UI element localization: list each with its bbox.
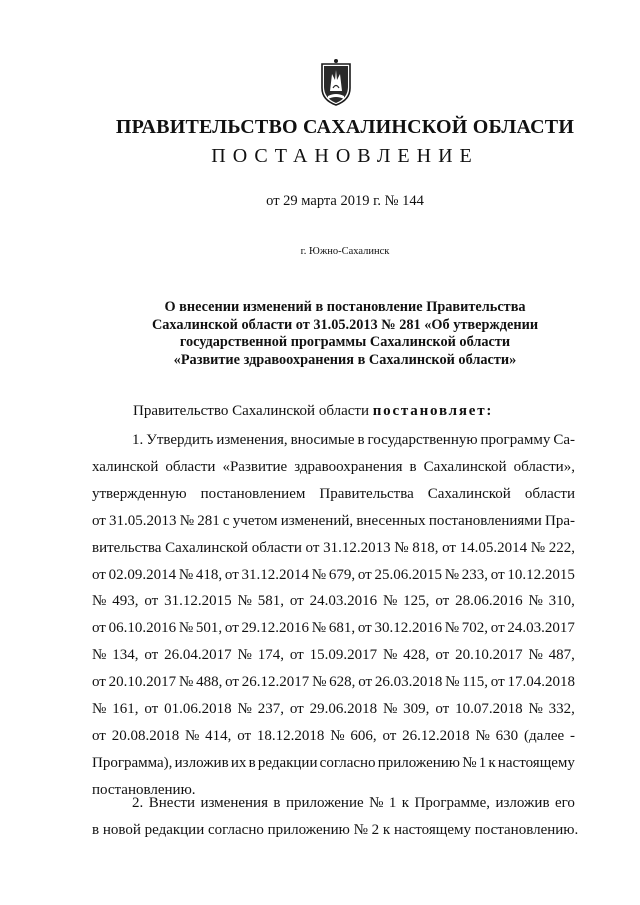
paragraph-line: [92, 696, 575, 723]
word: Сахалинской: [427, 485, 511, 502]
document-date-number: от 29 марта 2019 г. № 144: [266, 193, 424, 209]
word: 29.06.2018: [309, 701, 378, 718]
word: Правительства: [319, 485, 414, 502]
word: изменения,: [216, 432, 288, 448]
word: в: [409, 458, 417, 475]
word: 31.12.2014: [241, 566, 310, 583]
word: №: [92, 593, 107, 610]
word: в: [273, 795, 281, 811]
word: 01.06.2018: [164, 701, 232, 718]
word: области: [524, 485, 575, 502]
word: их: [230, 754, 247, 771]
word: халинской: [92, 458, 159, 475]
paragraph-line: [92, 642, 575, 669]
paragraph-line: [92, 562, 575, 589]
word: 24.03.2017: [507, 620, 575, 637]
word: 26.12.2018: [402, 727, 470, 744]
word: 310,: [548, 593, 575, 610]
word: от: [92, 620, 106, 637]
word: Пра-: [544, 512, 575, 529]
government-title: ПРАВИТЕЛЬСТВО САХАЛИНСКОЙ ОБЛАСТИ: [115, 116, 575, 138]
word: внесенных: [356, 512, 426, 529]
coat-of-arms-icon: [320, 58, 352, 106]
word: от: [305, 539, 320, 556]
word: 2.: [132, 795, 144, 811]
word: утвержденную: [92, 485, 187, 502]
word: 24.03.2016: [309, 593, 378, 610]
word: его: [554, 795, 575, 811]
word: №: [92, 701, 107, 718]
paragraph-line: [92, 481, 575, 508]
word: от: [490, 674, 505, 691]
word: 309,: [403, 701, 430, 718]
word: 418,: [195, 566, 223, 583]
word: 630: [495, 727, 519, 744]
word: от: [92, 512, 106, 529]
subject-line: государственной программы Сахалинской области: [179, 334, 511, 350]
document-type: ПОСТАНОВЛЕНИЕ: [211, 145, 479, 167]
word: 31.05.2013: [109, 512, 177, 529]
word: редакции: [257, 754, 318, 771]
word: 628,: [329, 674, 356, 691]
word: №: [528, 647, 543, 664]
word: от: [289, 701, 304, 718]
word: 493,: [112, 593, 139, 610]
word: 10.12.2015: [507, 566, 575, 583]
paragraph-line: [92, 535, 575, 562]
word: №: [394, 539, 409, 556]
word: 487,: [548, 647, 575, 664]
word: Внести: [148, 795, 195, 811]
word: №: [382, 593, 398, 610]
word: 20.10.2017: [108, 674, 177, 691]
word: 26.03.2018: [374, 674, 443, 691]
word: 28.06.2016: [455, 593, 523, 610]
word: области: [251, 539, 302, 556]
word: от: [435, 593, 450, 610]
word: (далее: [523, 727, 565, 744]
word: от: [144, 593, 159, 610]
paragraph-line: [92, 790, 575, 817]
document-city: г. Южно-Сахалинск: [300, 246, 390, 257]
word: №: [382, 647, 398, 664]
word: от: [92, 727, 106, 744]
word: №: [237, 593, 252, 610]
word: 02.09.2014: [108, 566, 177, 583]
preamble-text: Правительство Сахалинской области: [133, 403, 373, 419]
word: №: [369, 795, 384, 811]
word: 428,: [403, 647, 430, 664]
word: Программа),: [92, 754, 173, 771]
preamble-emphasis: постановляет:: [372, 403, 494, 419]
preamble: [133, 403, 493, 420]
paragraph-line: [92, 454, 575, 481]
word: 233,: [461, 566, 489, 583]
word: Сахалинской: [165, 539, 249, 556]
word: от: [358, 674, 373, 691]
word: 161,: [112, 701, 139, 718]
word: программу: [480, 432, 551, 448]
paragraph-1: [92, 427, 575, 804]
word: приложению: [377, 754, 461, 771]
word: постановлениями: [428, 512, 542, 529]
word: от: [225, 674, 239, 691]
paragraph-line: [92, 508, 575, 535]
word: от: [357, 566, 372, 583]
word: государственную: [367, 432, 478, 448]
word: 222,: [548, 539, 575, 556]
word: 1: [388, 795, 397, 811]
word: 25.06.2015: [374, 566, 442, 583]
word: №: [475, 727, 490, 744]
word: согласно: [319, 754, 376, 771]
word: №: [92, 647, 107, 664]
word: от: [442, 539, 456, 556]
word: Сахалинской: [423, 458, 507, 475]
word: №: [311, 566, 327, 583]
word: -: [570, 727, 575, 744]
document-subject: [120, 299, 570, 369]
word: 679,: [328, 566, 356, 583]
word: «Развитие: [222, 458, 288, 475]
word: №: [445, 674, 460, 691]
word: №: [178, 674, 194, 691]
word: постановлением: [200, 485, 306, 502]
paragraph-line: [92, 669, 575, 696]
word: от: [490, 566, 505, 583]
word: №: [444, 620, 460, 637]
word: от: [237, 727, 252, 744]
word: 134,: [112, 647, 139, 664]
word: 606,: [350, 727, 377, 744]
word: №: [178, 620, 194, 637]
word: №: [178, 566, 194, 583]
word: 26.04.2017: [164, 647, 232, 664]
word: 18.12.2018: [256, 727, 325, 744]
word: 14.05.2014: [459, 539, 528, 556]
word: 20.10.2017: [455, 647, 523, 664]
word: 702,: [461, 620, 489, 637]
word: №: [179, 512, 195, 529]
word: от: [92, 674, 106, 691]
word: изменений,: [280, 512, 354, 529]
paragraph-line: в новой редакции согласно приложению № 2 к настоящему постановлению.: [92, 821, 579, 838]
subject-line: Сахалинской области от 31.05.2013 № 281 «Об утверждении: [151, 316, 539, 333]
word: от: [224, 620, 239, 637]
word: №: [237, 701, 252, 718]
word: от: [289, 593, 304, 610]
subject-line: О внесении изменений в постановление Правительства: [164, 299, 526, 315]
word: настоящему: [497, 754, 575, 771]
word: 414,: [205, 727, 232, 744]
word: от: [224, 566, 239, 583]
word: 681,: [328, 620, 356, 637]
word: 501,: [195, 620, 223, 637]
paragraph-line: постановлению.: [92, 781, 196, 798]
word: 125,: [403, 593, 430, 610]
word: вительства: [92, 539, 162, 556]
word: 115,: [462, 674, 488, 691]
word: 06.10.2016: [108, 620, 177, 637]
word: 1.: [132, 432, 144, 448]
word: 20.08.2018: [111, 727, 180, 744]
word: 31.12.2015: [164, 593, 232, 610]
paragraph-line: [92, 427, 575, 454]
word: от: [435, 701, 450, 718]
paragraph-line: [92, 615, 575, 642]
word: 17.04.2018: [507, 674, 575, 691]
word: №: [444, 566, 460, 583]
word: №: [330, 727, 345, 744]
word: учетом: [232, 512, 278, 529]
word: №: [237, 647, 252, 664]
word: №: [530, 539, 546, 556]
word: №: [185, 727, 200, 744]
word: Утвердить: [146, 432, 214, 448]
word: 281: [197, 512, 220, 529]
paragraph-line: [92, 723, 575, 750]
paragraph-line: [92, 750, 575, 777]
word: от: [435, 647, 450, 664]
word: 1: [478, 754, 487, 771]
word: области»,: [513, 458, 575, 475]
word: 26.12.2017: [241, 674, 310, 691]
word: №: [528, 701, 543, 718]
word: 29.12.2016: [241, 620, 310, 637]
word: 31.12.2013: [323, 539, 391, 556]
word: изложив: [174, 754, 229, 771]
word: №: [311, 620, 327, 637]
word: 332,: [548, 701, 575, 718]
word: №: [312, 674, 327, 691]
word: 581,: [257, 593, 284, 610]
word: к: [401, 795, 410, 811]
paragraph-2: [92, 790, 579, 844]
word: области: [165, 458, 216, 475]
word: от: [357, 620, 372, 637]
word: вносимые: [290, 432, 355, 448]
word: 818,: [412, 539, 439, 556]
word: от: [144, 647, 159, 664]
word: 237,: [257, 701, 284, 718]
word: в: [248, 754, 256, 771]
word: Программе,: [414, 795, 491, 811]
word: 488,: [196, 674, 223, 691]
word: №: [528, 593, 543, 610]
word: 10.07.2018: [455, 701, 523, 718]
word: 174,: [257, 647, 284, 664]
word: Са-: [553, 432, 575, 448]
word: от: [144, 701, 159, 718]
word: здравоохранения: [294, 458, 403, 475]
word: с: [222, 512, 230, 529]
word: к: [488, 754, 496, 771]
word: от: [490, 620, 505, 637]
word: от: [382, 727, 397, 744]
word: 15.09.2017: [309, 647, 378, 664]
subject-line: «Развитие здравоохранения в Сахалинской области»: [173, 351, 517, 368]
word: от: [289, 647, 304, 664]
word: изменения: [200, 795, 268, 811]
word: от: [92, 566, 106, 583]
word: в: [357, 432, 365, 448]
word: 30.12.2016: [374, 620, 442, 637]
paragraph-line: [92, 588, 575, 615]
word: №: [382, 701, 398, 718]
word: №: [462, 754, 477, 771]
word: приложение: [285, 795, 364, 811]
word: изложив: [495, 795, 550, 811]
